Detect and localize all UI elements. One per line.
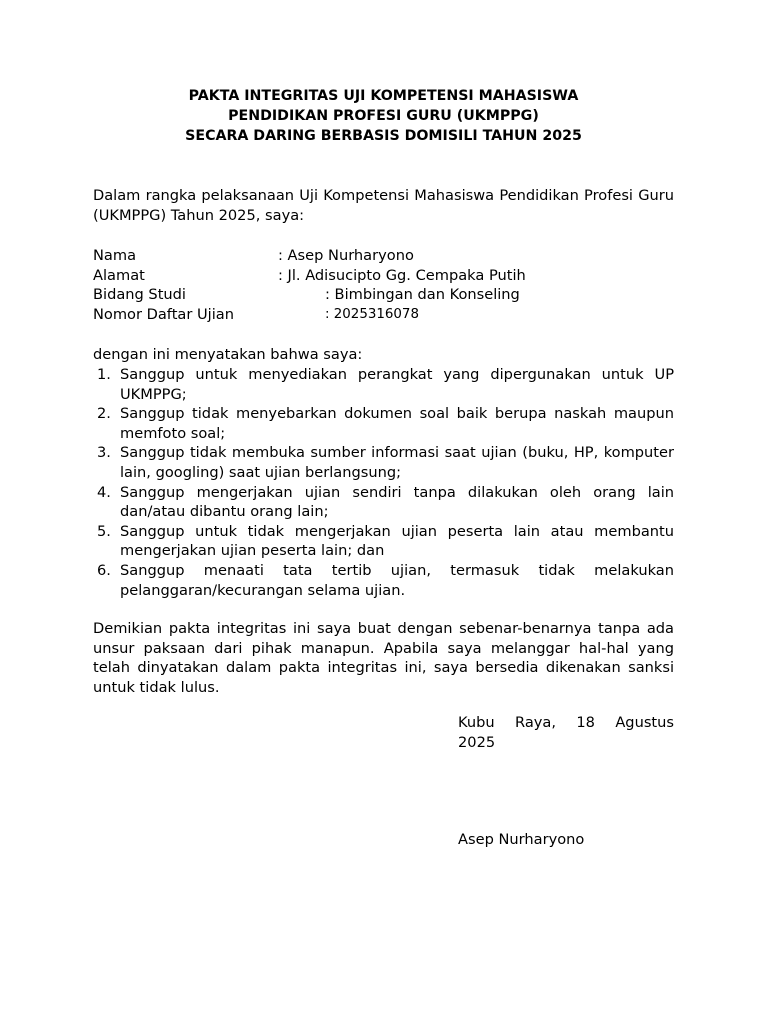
- identity-row-exam-number: [93, 305, 674, 325]
- identity-value: : Asep Nurharyono: [278, 247, 414, 264]
- list-text: Sanggup tidak menyebarkan dokumen soal baik berupa naskah maupun memfoto soal;: [120, 405, 674, 442]
- list-item: [93, 561, 674, 600]
- list-number: 1.: [97, 365, 111, 383]
- list-text: Sanggup tidak membuka sumber informasi saat ujian (buku, HP, komputer lain, googling) saat ujian berlangsung;: [120, 444, 674, 481]
- identity-block: [93, 246, 674, 324]
- list-item: [93, 365, 674, 404]
- place-date-line-1: Kubu Raya, 18 Agustus: [458, 714, 674, 731]
- identity-value: : Jl. Adisucipto Gg. Cempaka Putih: [278, 266, 526, 284]
- list-number: 2.: [97, 405, 111, 423]
- list-number: 4.: [97, 483, 111, 501]
- list-item: [93, 404, 674, 443]
- title-line-3: SECARA DARING BERBASIS DOMISILI TAHUN 2025: [185, 128, 582, 144]
- identity-label: Nama: [93, 247, 137, 264]
- list-item: [93, 483, 674, 522]
- title-line-2: PENDIDIKAN PROFESI GURU (UKMPPG): [228, 108, 539, 124]
- place-date: [458, 713, 674, 753]
- identity-value: : 2025316078: [325, 306, 419, 322]
- identity-row-name: [93, 246, 674, 266]
- list-text: Sanggup mengerjakan ujian sendiri tanpa dilakukan oleh orang lain dan/atau dibantu orang lain;: [120, 483, 674, 521]
- identity-row-field: [93, 285, 674, 305]
- list-text: Sanggup untuk tidak mengerjakan ujian peserta lain atau membantu mengerjakan ujian peserta lain; dan: [120, 522, 674, 560]
- closing-paragraph: Demikian pakta integritas ini saya buat dengan sebenar-benarnya tanpa ada unsur paksaan dari pihak manapun. Apabila saya melanggar hal-hal yang telah dinyatakan dalam pakta integritas ini, saya bersedia dikenakan sanksi untuk tidak lulus.: [93, 620, 674, 696]
- identity-row-address: [93, 266, 674, 286]
- identity-value: : Bimbingan dan Konseling: [325, 286, 520, 304]
- intro-paragraph: Dalam rangka pelaksanaan Uji Kompetensi Mahasiswa Pendidikan Profesi Guru (UKMPPG) Tahun 2025, saya:: [93, 187, 674, 224]
- signer-name: Asep Nurharyono: [458, 831, 585, 848]
- place-date-line-2: 2025: [458, 734, 496, 751]
- title-line-1: PAKTA INTEGRITAS UJI KOMPETENSI MAHASISWA: [188, 88, 579, 104]
- document-title: [93, 86, 674, 146]
- list-number: 3.: [97, 444, 111, 462]
- declaration-lead: dengan ini menyatakan bahwa saya:: [93, 346, 363, 364]
- identity-label: Bidang Studi: [93, 286, 186, 304]
- list-number: 5.: [97, 522, 111, 540]
- identity-label: Nomor Daftar Ujian: [93, 305, 234, 323]
- list-item: [93, 522, 674, 561]
- pledge-list: [93, 365, 674, 600]
- list-number: 6.: [97, 561, 111, 579]
- list-text: Sanggup menaati tata tertib ujian, termasuk tidak melakukan pelanggaran/kecurangan selama ujian.: [120, 561, 674, 599]
- identity-label: Alamat: [93, 266, 145, 284]
- document-page: [93, 86, 674, 848]
- list-text: Sanggup untuk menyediakan perangkat yang dipergunakan untuk UP UKMPPG;: [120, 365, 674, 403]
- list-item: [93, 443, 674, 482]
